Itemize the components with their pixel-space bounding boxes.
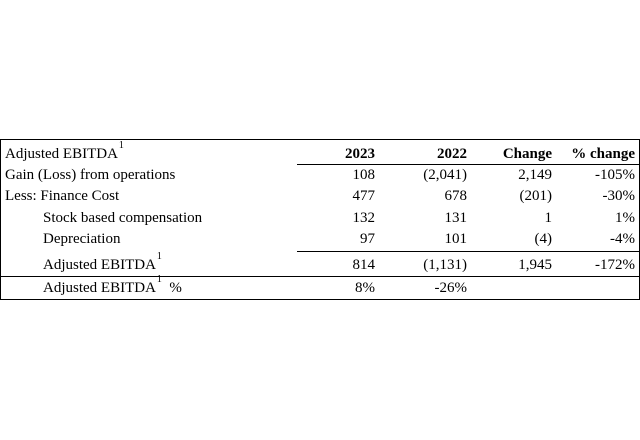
row-value-2023: 132 [352, 210, 375, 226]
row-value-2023: 8% [355, 280, 375, 296]
row-value-change: (201) [519, 188, 552, 204]
row-value-pct-change: 1% [615, 210, 635, 226]
row-label: Gain (Loss) from operations [5, 167, 176, 183]
header-2022: 2022 [437, 146, 467, 162]
row-label: Adjusted EBITDA$^1$ % [43, 274, 182, 296]
row-value-change: 1 [544, 210, 552, 226]
header-change: Change [502, 146, 552, 162]
row-label: Stock based compensation [43, 210, 203, 226]
row-value-pct-change: -172% [595, 257, 635, 273]
row-value-pct-change: -105% [595, 167, 635, 183]
row-value-2023: 814 [352, 257, 375, 273]
table-header-row [1, 140, 639, 165]
row-value-pct-change: -4% [610, 231, 635, 247]
row-label: Depreciation [43, 231, 121, 247]
table-row-depreciation [1, 228, 639, 250]
row-value-change: (4) [534, 231, 552, 247]
row-value-2022: (1,131) [423, 257, 467, 273]
row-value-change: 1,945 [518, 257, 552, 273]
adjusted-ebitda-table [0, 139, 640, 300]
row-value-2022: -26% [434, 280, 467, 296]
table-row-finance-cost [1, 185, 639, 207]
row-value-2022: 101 [444, 231, 467, 247]
row-value-pct-change: -30% [602, 188, 635, 204]
row-label: Less: Finance Cost [5, 188, 120, 204]
subtotal-rule [297, 251, 639, 252]
header-label: Adjusted EBITDA$^1$ [5, 140, 124, 162]
row-value-2022: 678 [444, 188, 467, 204]
table-row-adjusted-ebitda-margin [1, 274, 639, 299]
row-value-change: 2,149 [518, 167, 552, 183]
row-value-2023: 477 [352, 188, 375, 204]
row-value-2022: (2,041) [423, 167, 467, 183]
row-value-2023: 108 [352, 167, 375, 183]
table-row-stock-comp [1, 207, 639, 229]
table-row-gain-loss [1, 164, 639, 186]
header-2023: 2023 [345, 146, 375, 162]
row-label: Adjusted EBITDA$^1$ [43, 251, 162, 273]
row-value-2022: 131 [444, 210, 467, 226]
table-row-adjusted-ebitda-total [1, 251, 639, 276]
header-pct-change: % change [571, 146, 635, 162]
row-value-2023: 97 [360, 231, 375, 247]
